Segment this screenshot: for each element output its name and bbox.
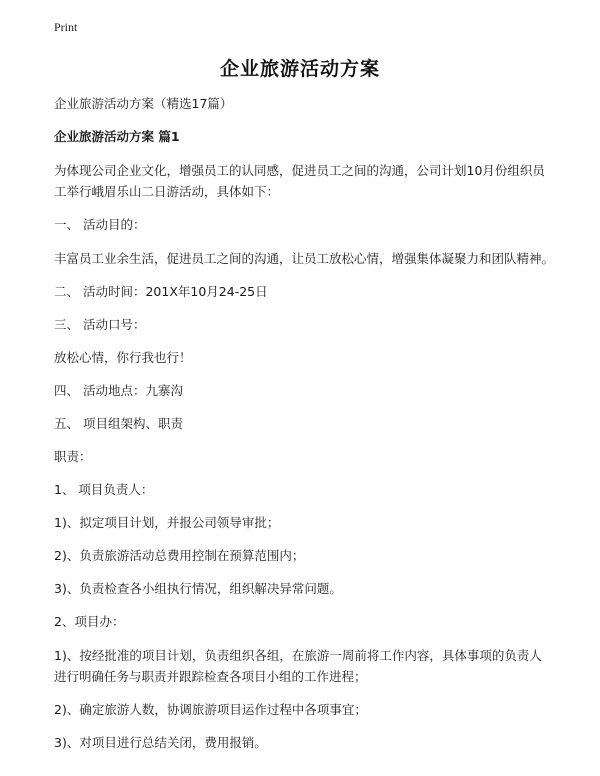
list-item: 2)、负责旅游活动总费用控制在预算范围内； <box>54 548 305 563</box>
intro-paragraph: 为体现公司企业文化，增强员工的认同感，促进员工之间的沟通，公司计划10月份组织员工举行峨眉乐山二日游活动，具体如下： <box>54 163 545 199</box>
list-item: 1)、按经批准的项目计划，负责组织各组，在旅游一周前将工作内容，具体事项的负责人进行明确任务与职责并跟踪检查各项目小组的工作进程； <box>54 648 542 684</box>
list-item: 2)、确定旅游人数，协调旅游项目运作过程中各项事宜； <box>54 702 367 717</box>
list-item: 1)、拟定项目计划，并报公司领导审批； <box>54 515 280 530</box>
item-location: 四、 活动地点：九寨沟 <box>54 383 183 398</box>
list-item: 3)、负责检查各小组执行情况，组织解决异常问题。 <box>54 581 342 596</box>
slogan-paragraph: 放松心情，你行我也行！ <box>54 350 192 365</box>
document-title: 企业旅游活动方案 <box>219 58 380 80</box>
item-heading-slogan: 三、 活动口号： <box>54 317 146 332</box>
duties-heading: 职责： <box>54 449 92 464</box>
document-subtitle: 企业旅游活动方案（精选17篇） <box>54 96 233 111</box>
list-item: 3)、对项目进行总结关闭，费用报销。 <box>54 735 267 750</box>
document-body <box>54 94 554 766</box>
item-time: 二、 活动时间：201X年10月24-25日 <box>54 284 268 299</box>
item-heading-purpose: 一、 活动目的： <box>54 217 146 232</box>
role-heading-leader: 1、 项目负责人： <box>54 482 154 497</box>
item-heading-structure: 五、 项目组架构、职责 <box>54 416 183 431</box>
print-label[interactable]: Print <box>54 20 78 34</box>
role-heading-office: 2、项目办： <box>54 614 125 629</box>
purpose-paragraph: 丰富员工业余生活，促进员工之间的沟通，让员工放松心情，增强集体凝聚力和团队精神。 <box>54 251 555 266</box>
section-heading: 企业旅游活动方案 篇1 <box>54 129 180 144</box>
